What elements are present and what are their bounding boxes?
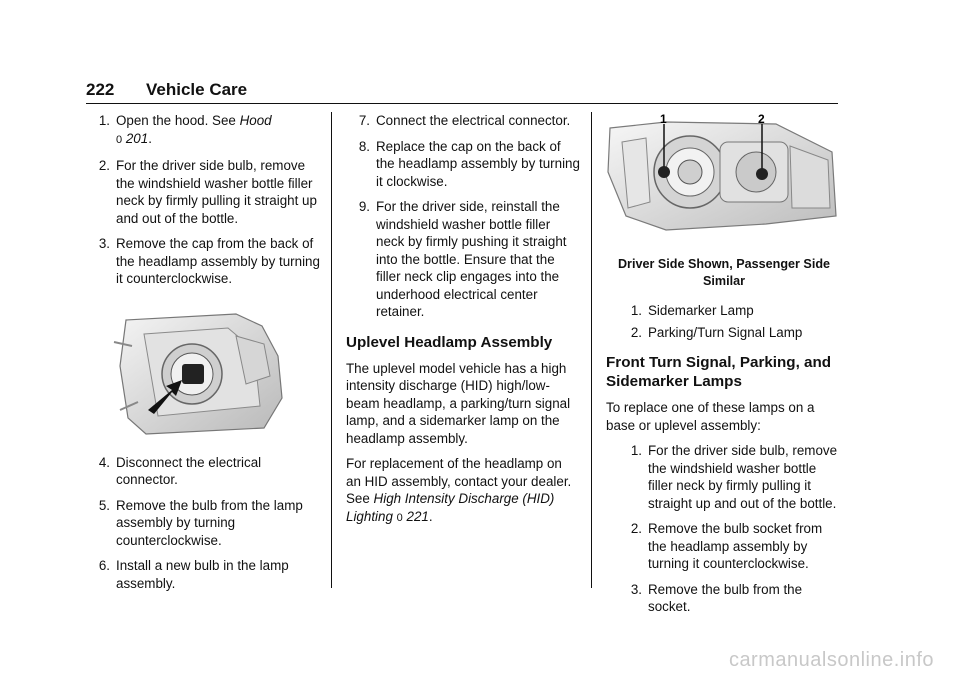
column-3 bbox=[606, 112, 842, 624]
step-7: 7. Connect the electrical connector. bbox=[358, 113, 571, 128]
lamp-step-1: 1. For the driver side bulb, remove the windshield washer bottle filler neck by firmly pulling it straight up and out of the bottle. bbox=[630, 443, 838, 511]
column-2 bbox=[346, 112, 580, 535]
lamp-step-3: 3. Remove the bulb from the socket. bbox=[630, 581, 803, 614]
page-ref-221[interactable]: 221 bbox=[406, 508, 429, 524]
page-ref-201[interactable]: 201 bbox=[125, 130, 149, 146]
uplevel-headlamp-heading: Uplevel Headlamp Assembly bbox=[346, 333, 553, 351]
page-number: 222 bbox=[86, 80, 115, 99]
step-text: Open the hood. See bbox=[116, 113, 240, 128]
column-1 bbox=[86, 112, 322, 600]
step-6: 6. Install a new bulb in the lamp assembly. bbox=[98, 558, 289, 591]
headlamp-front-illustration bbox=[606, 112, 838, 242]
step-8: 8. Replace the cap on the back of the headlamp assembly by turning it clockwise. bbox=[358, 138, 580, 189]
header-rule bbox=[86, 103, 838, 104]
lamp-step-2: 2. Remove the bulb socket from the headlamp assembly by turning it counterclockwise. bbox=[630, 521, 823, 571]
step-5: 5. Remove the bulb from the lamp assembly by turning counterclockwise. bbox=[98, 497, 303, 548]
legend-item: 2. Parking/Turn Signal Lamp bbox=[630, 324, 803, 340]
column-divider-1 bbox=[331, 112, 332, 588]
uplevel-paragraph: The uplevel model vehicle has a high intensity discharge (HID) high/low-beam headlamp, a parking/turn signal lamp, and a sidemarker lamp on the headlamp assembly. bbox=[346, 360, 571, 446]
hid-paragraph: For replacement of the headlamp on an HID assembly, contact your dealer. See High Intensity Discharge (HID) Lighting 0 221. bbox=[346, 456, 572, 524]
page-ref-icon: 0 bbox=[396, 511, 403, 524]
step-9: 9. For the driver side, reinstall the windshield washer bottle filler neck by firmly pushing it straight into the bottle. Ensure that the filler neck clip engages into the underhood electrical center retainer. bbox=[358, 199, 567, 319]
figure-legend bbox=[606, 302, 842, 341]
step-3: 3. Remove the cap from the back of the headlamp assembly by turning it counterclockwise. bbox=[98, 236, 320, 286]
step-2: 2. For the driver side bulb, remove the windshield washer bottle filler neck by firmly pulling it straight up and out of the bottle. bbox=[98, 158, 317, 226]
page-header bbox=[86, 80, 247, 100]
column-divider-2 bbox=[591, 112, 592, 588]
callout-1: 1 bbox=[660, 112, 667, 126]
section-title: Vehicle Care bbox=[146, 80, 248, 99]
front-turn-signal-heading: Front Turn Signal, Parking, and Sidemarker Lamps bbox=[606, 354, 832, 390]
callout-2: 2 bbox=[758, 112, 765, 126]
step-number: 1. bbox=[98, 113, 110, 128]
figure-caption: Driver Side Shown, Passenger Side Similar bbox=[617, 257, 831, 288]
intro-paragraph: To replace one of these lamps on a base or uplevel assembly: bbox=[606, 400, 815, 433]
legend-item: 1. Sidemarker Lamp bbox=[630, 303, 754, 318]
step-1: 1. Open the hood. See Hood 0 201. bbox=[86, 112, 322, 149]
step-4: 4. Disconnect the electrical connector. bbox=[98, 454, 262, 487]
headlamp-cap-illustration bbox=[86, 306, 322, 442]
hid-lighting-link[interactable]: High Intensity Discharge (HID) Lighting bbox=[346, 491, 555, 524]
hood-link[interactable]: Hood bbox=[239, 113, 272, 128]
watermark: carmanualsonline.info bbox=[728, 649, 934, 671]
page-ref-icon: 0 bbox=[116, 133, 123, 146]
